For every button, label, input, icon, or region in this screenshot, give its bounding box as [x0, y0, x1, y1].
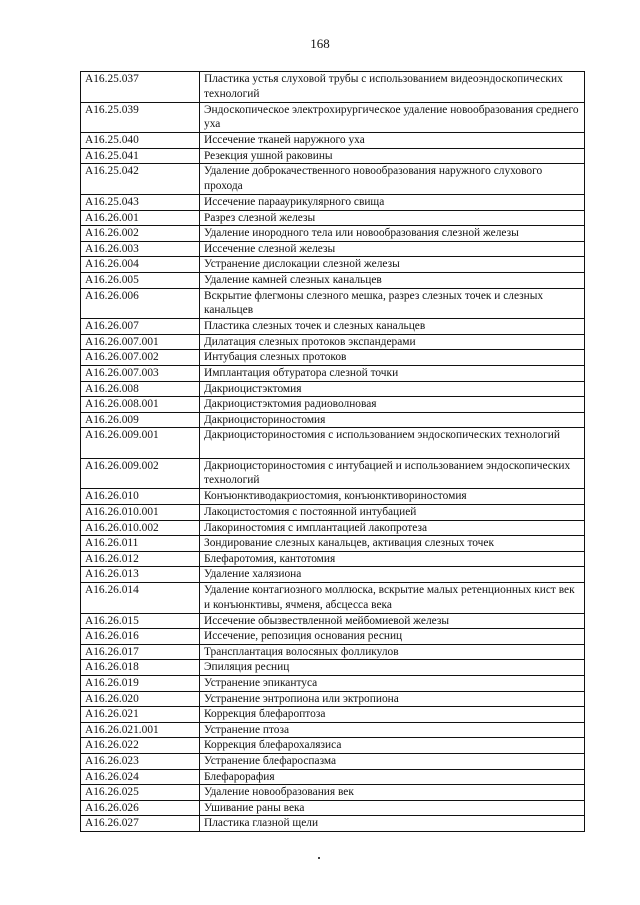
procedure-code: A16.26.007: [81, 319, 200, 335]
procedure-name: Иссечение, репозиция основания ресниц: [200, 629, 585, 645]
table-row: [81, 397, 585, 413]
procedure-name: Эндоскопическое электрохирургическое удаление новообразования среднего уха: [200, 102, 585, 133]
procedure-code: A16.26.007.003: [81, 365, 200, 381]
procedure-name: Устранение птоза: [200, 722, 585, 738]
procedure-name: Блефарорафия: [200, 769, 585, 785]
table-row: [81, 381, 585, 397]
procedure-name: Имплантация обтуратора слезной точки: [200, 365, 585, 381]
procedure-name: Дакриоцистэктомия радиоволновая: [200, 397, 585, 413]
table-row: [81, 629, 585, 645]
table-row: [81, 288, 585, 319]
procedure-name: Лакоцистостомия с постоянной интубацией: [200, 505, 585, 521]
procedure-code: A16.26.015: [81, 613, 200, 629]
procedure-code: A16.26.016: [81, 629, 200, 645]
procedure-name: Иссечение парааурикулярного свища: [200, 194, 585, 210]
procedure-name: Дилатация слезных протоков экспандерами: [200, 334, 585, 350]
table-row: [81, 738, 585, 754]
procedure-code: A16.26.010.001: [81, 505, 200, 521]
table-row: [81, 164, 585, 195]
procedure-name: Удаление контагиозного моллюска, вскрытие малых ретенционных кист век и конъюнктивы, ячменя, абсцесса века: [200, 583, 585, 614]
procedure-code: A16.26.020: [81, 691, 200, 707]
procedure-code: A16.26.010.002: [81, 520, 200, 536]
procedure-code: A16.26.027: [81, 816, 200, 832]
table-row: [81, 226, 585, 242]
procedure-code: A16.26.001: [81, 210, 200, 226]
procedure-code: A16.26.013: [81, 567, 200, 583]
procedure-code: A16.26.019: [81, 676, 200, 692]
procedure-code: A16.26.017: [81, 644, 200, 660]
procedure-name: Устранение блефароспазма: [200, 753, 585, 769]
procedure-name: Коррекция блефароптоза: [200, 707, 585, 723]
procedure-code: A16.26.014: [81, 583, 200, 614]
procedure-code: A16.25.037: [81, 72, 200, 103]
procedure-code: A16.26.008.001: [81, 397, 200, 413]
procedure-name: Интубация слезных протоков: [200, 350, 585, 366]
table-row: [81, 536, 585, 552]
procedure-name: Пластика слезных точек и слезных канальцев: [200, 319, 585, 335]
procedure-code: A16.26.008: [81, 381, 200, 397]
procedure-name: Устранение дислокации слезной железы: [200, 257, 585, 273]
procedure-name: Иссечение тканей наружного уха: [200, 133, 585, 149]
table-row: [81, 334, 585, 350]
table-row: [81, 769, 585, 785]
procedure-code: A16.25.042: [81, 164, 200, 195]
procedure-code: A16.26.011: [81, 536, 200, 552]
table-row: [81, 644, 585, 660]
procedure-name: Эпиляция ресниц: [200, 660, 585, 676]
procedure-code: A16.25.041: [81, 148, 200, 164]
procedure-name: Зондирование слезных канальцев, активация слезных точек: [200, 536, 585, 552]
procedure-code: A16.26.012: [81, 551, 200, 567]
procedure-name: Вскрытие флегмоны слезного мешка, разрез слезных точек и слезных канальцев: [200, 288, 585, 319]
procedure-code: A16.26.004: [81, 257, 200, 273]
table-row: [81, 458, 585, 489]
procedure-code: A16.25.043: [81, 194, 200, 210]
procedure-code: A16.26.006: [81, 288, 200, 319]
procedure-code: A16.26.022: [81, 738, 200, 754]
table-row: [81, 520, 585, 536]
procedure-code: A16.26.007.001: [81, 334, 200, 350]
procedure-name: Иссечение слезной железы: [200, 241, 585, 257]
procedure-code: A16.26.023: [81, 753, 200, 769]
procedures-table: [80, 71, 585, 832]
table-row: [81, 583, 585, 614]
procedure-code: A16.26.003: [81, 241, 200, 257]
procedure-code: A16.26.002: [81, 226, 200, 242]
procedure-name: Коррекция блефарохалязиса: [200, 738, 585, 754]
table-row: [81, 272, 585, 288]
procedure-name: Лакориностомия с имплантацией лакопротеза: [200, 520, 585, 536]
table-row: [81, 551, 585, 567]
scan-speck: [318, 857, 320, 859]
procedure-code: A16.26.024: [81, 769, 200, 785]
procedure-name: Дакриоцисториностомия с использованием эндоскопических технологий: [200, 428, 585, 459]
procedure-code: A16.25.039: [81, 102, 200, 133]
procedure-name: Иссечение обызвествленной мейбомиевой железы: [200, 613, 585, 629]
table-row: [81, 194, 585, 210]
table-row: [81, 350, 585, 366]
procedure-name: Резекция ушной раковины: [200, 148, 585, 164]
procedure-code: A16.26.009: [81, 412, 200, 428]
procedure-name: Удаление новообразования век: [200, 785, 585, 801]
table-row: [81, 365, 585, 381]
procedure-code: A16.26.009.002: [81, 458, 200, 489]
procedure-name: Ушивание раны века: [200, 800, 585, 816]
procedure-name: Удаление доброкачественного новообразования наружного слухового прохода: [200, 164, 585, 195]
table-row: [81, 676, 585, 692]
table-row: [81, 707, 585, 723]
table-row: [81, 428, 585, 459]
procedure-name: Удаление камней слезных канальцев: [200, 272, 585, 288]
procedure-code: A16.26.021: [81, 707, 200, 723]
procedure-code: A16.26.026: [81, 800, 200, 816]
procedures-table-body: [81, 72, 585, 832]
procedure-code: A16.26.005: [81, 272, 200, 288]
procedure-name: Удаление инородного тела или новообразования слезной железы: [200, 226, 585, 242]
procedure-name: Пластика устья слуховой трубы с использованием видеоэндоскопических технологий: [200, 72, 585, 103]
procedure-code: A16.26.010: [81, 489, 200, 505]
procedure-name: Удаление халязиона: [200, 567, 585, 583]
procedure-name: Пластика глазной щели: [200, 816, 585, 832]
table-row: [81, 660, 585, 676]
procedure-name: Устранение энтропиона или эктропиона: [200, 691, 585, 707]
table-row: [81, 133, 585, 149]
procedure-name: Дакриоцистэктомия: [200, 381, 585, 397]
table-row: [81, 412, 585, 428]
procedure-name: Дакриоцисториностомия: [200, 412, 585, 428]
table-row: [81, 241, 585, 257]
procedure-code: A16.26.021.001: [81, 722, 200, 738]
procedure-code: A16.26.007.002: [81, 350, 200, 366]
procedure-code: A16.26.025: [81, 785, 200, 801]
table-row: [81, 148, 585, 164]
table-row: [81, 210, 585, 226]
table-row: [81, 102, 585, 133]
table-row: [81, 613, 585, 629]
procedure-name: Устранение эпикантуса: [200, 676, 585, 692]
procedure-name: Блефаротомия, кантотомия: [200, 551, 585, 567]
table-row: [81, 489, 585, 505]
procedure-code: A16.26.009.001: [81, 428, 200, 459]
table-row: [81, 816, 585, 832]
procedure-name: Конъюнктиводакриостомия, конъюнктивориностомия: [200, 489, 585, 505]
procedure-name: Разрез слезной железы: [200, 210, 585, 226]
table-row: [81, 567, 585, 583]
table-row: [81, 753, 585, 769]
table-row: [81, 722, 585, 738]
procedure-code: A16.25.040: [81, 133, 200, 149]
table-row: [81, 319, 585, 335]
table-row: [81, 72, 585, 103]
procedure-code: A16.26.018: [81, 660, 200, 676]
table-row: [81, 257, 585, 273]
procedure-name: Трансплантация волосяных фолликулов: [200, 644, 585, 660]
table-row: [81, 505, 585, 521]
table-row: [81, 785, 585, 801]
page-number: 168: [310, 36, 330, 51]
procedure-name: Дакриоцисториностомия с интубацией и использованием эндоскопических технологий: [200, 458, 585, 489]
table-row: [81, 691, 585, 707]
table-row: [81, 800, 585, 816]
